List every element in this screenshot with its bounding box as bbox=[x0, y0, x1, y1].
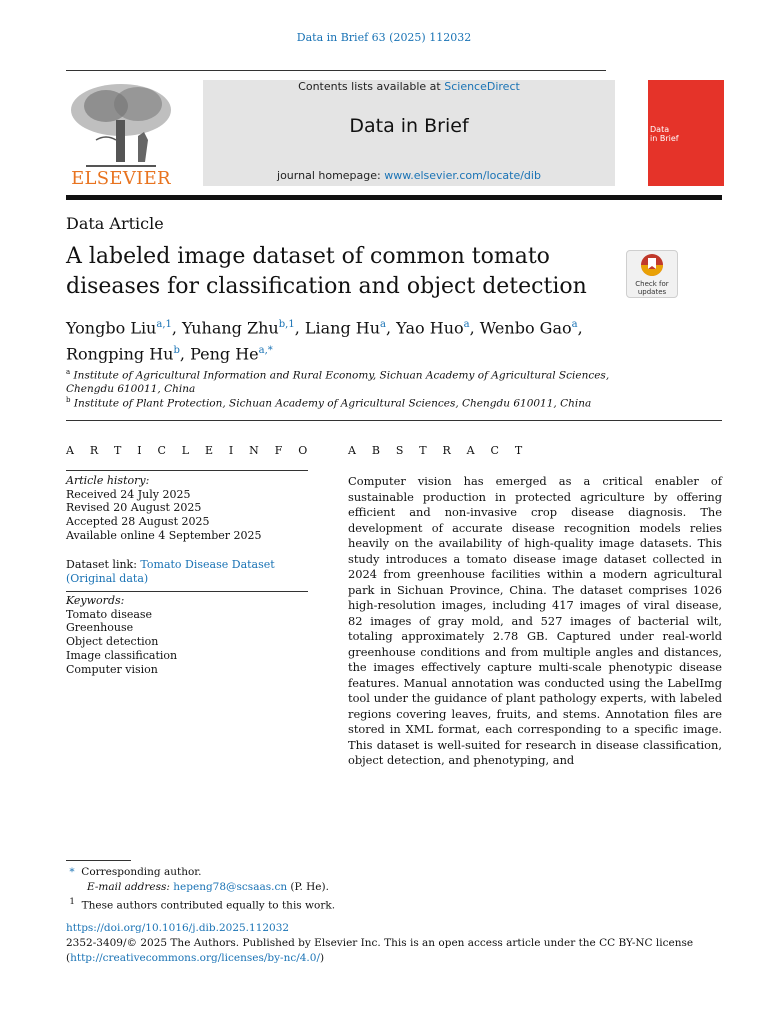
history-label: Article history: bbox=[66, 474, 150, 487]
author-name[interactable]: Yongbo Liu bbox=[66, 318, 157, 338]
corresponding-mark: * bbox=[69, 866, 75, 878]
affiliation-a-mark: a bbox=[66, 368, 71, 376]
article-type: Data Article bbox=[66, 214, 164, 233]
author-name[interactable]: Wenbo Gao bbox=[479, 318, 572, 338]
journal-name: Data in Brief bbox=[349, 115, 469, 137]
online-date: Available online 4 September 2025 bbox=[66, 528, 262, 542]
check-for-updates-label bbox=[626, 280, 678, 296]
author-separator: , bbox=[294, 318, 305, 338]
affiliation-marker[interactable]: a bbox=[571, 319, 578, 330]
corresponding-text: Corresponding author. bbox=[81, 866, 202, 878]
corresponding-author-note bbox=[66, 865, 626, 880]
keywords-block bbox=[66, 594, 306, 676]
cover-title-line-1: Data bbox=[650, 125, 670, 134]
accepted-date: Accepted 28 August 2025 bbox=[66, 515, 210, 529]
affiliation-b-text: Institute of Plant Protection, Sichuan Academy of Agricultural Sciences, Chengdu 610011, China bbox=[73, 397, 592, 410]
equal-text: These authors contributed equally to this work. bbox=[81, 899, 336, 912]
author-name[interactable]: Rongping Hu bbox=[66, 344, 174, 364]
article-info-rule bbox=[66, 470, 308, 471]
keywords-label: Keywords: bbox=[66, 594, 125, 607]
email-link[interactable]: hepeng78@scsaas.cn bbox=[173, 881, 288, 893]
cover-title-line-2: in Brief bbox=[650, 134, 679, 143]
cover-spine bbox=[638, 80, 648, 186]
affiliation-marker[interactable]: a bbox=[380, 319, 386, 330]
footnotes bbox=[66, 865, 626, 914]
affiliation-a-text: Institute of Agricultural Information and Rural Economy, Sichuan Academy of Agricultural Sciences, Chengdu 610011, China bbox=[66, 369, 610, 395]
homepage-link[interactable]: www.elsevier.com/locate/dib bbox=[384, 169, 541, 182]
article-history bbox=[66, 474, 306, 543]
footnote-rule bbox=[66, 860, 131, 861]
affiliation-a bbox=[66, 366, 656, 396]
doi-license-block bbox=[66, 921, 726, 966]
email-label: E-mail address: bbox=[87, 881, 174, 893]
cover-title bbox=[650, 125, 679, 143]
masthead-rule bbox=[66, 195, 722, 200]
license-link[interactable]: http://creativecommons.org/licenses/by-nc/4.0/ bbox=[70, 952, 320, 964]
keyword: Tomato disease bbox=[66, 607, 153, 621]
doi-link[interactable]: https://doi.org/10.1016/j.dib.2025.112032 bbox=[66, 922, 290, 934]
dataset-link-label: Dataset link: bbox=[66, 558, 141, 571]
revised-date: Revised 20 August 2025 bbox=[66, 501, 202, 515]
article-title: A labeled image dataset of common tomato diseases for classification and object detection bbox=[66, 244, 587, 299]
author-name[interactable]: Peng He bbox=[190, 344, 259, 364]
sciencedirect-link[interactable]: ScienceDirect bbox=[444, 80, 520, 93]
received-date: Received 24 July 2025 bbox=[66, 487, 191, 501]
dataset-link[interactable]: Tomato Disease Dataset (Original data) bbox=[66, 558, 275, 585]
affiliation-marker[interactable]: b bbox=[173, 345, 180, 357]
license-close-paren: ) bbox=[320, 952, 325, 964]
keyword: Computer vision bbox=[66, 662, 158, 676]
crossmark-icon bbox=[627, 251, 677, 281]
equal-contribution-note bbox=[66, 895, 626, 914]
author-name[interactable]: Yuhang Zhu bbox=[182, 318, 279, 338]
abstract-heading: A B S T R A C T bbox=[348, 444, 529, 457]
license-line: 2352-3409/© 2025 The Authors. Published by Elsevier Inc. This is an open access article under the CC BY-NC license bbox=[66, 937, 694, 949]
author-separator: , bbox=[179, 344, 191, 364]
affiliation-marker[interactable]: a,* bbox=[258, 345, 273, 357]
affiliation-b-mark: b bbox=[66, 396, 71, 404]
equal-mark: 1 bbox=[69, 897, 75, 907]
check-for-updates-line-1: Check for bbox=[635, 280, 669, 288]
email-suffix: (P. He). bbox=[287, 881, 329, 893]
author-name[interactable]: Yao Huo bbox=[396, 318, 464, 338]
keyword: Greenhouse bbox=[66, 621, 134, 635]
check-for-updates-line-2: updates bbox=[637, 288, 667, 296]
author-separator: , bbox=[386, 318, 397, 338]
homepage-prefix: journal homepage: bbox=[277, 169, 385, 182]
abstract-text: Computer vision has emerged as a critical enabler of sustainable production in protected agriculture by offering efficient and non-invasive crop disease diagnosis. The development of accurate disease recognition models relies heavily on the availability of high-quality image datasets. This study introduces a tomato disease image dataset collected in 2024 from greenhouse facilities within a modern agricultural park in Sichuan Province, China. The dataset comprises 1026 high-resolution images, including 417 images of viral disease, 82 images of gray mold, and 527 images of bacterial wilt, totaling approximately 2.78 GB. Captured under real-world greenhouse conditions and from multiple angles and distances, the images effectively capture multi-scale phenotypic disease features. Manual annotation was conducted using the LabelImg tool under the guidance of plant pathology experts, with labeled regions covering leaves, fruits, and stems. Annotation files are stored in XML format, each corresponding to a specific image. This dataset is well-suited for research in disease classification, object detection, and phenotyping, and bbox=[348, 474, 722, 767]
header-rule bbox=[66, 70, 606, 71]
keywords-rule bbox=[66, 591, 308, 592]
elsevier-wordmark: ELSEVIER bbox=[71, 168, 171, 189]
article-info-heading: A R T I C L E I N F O bbox=[66, 444, 314, 457]
affiliation-marker[interactable]: a bbox=[463, 319, 470, 330]
license-open-paren: ( bbox=[66, 952, 71, 964]
author-name[interactable]: Liang Hu bbox=[304, 318, 381, 338]
homepage-line bbox=[203, 169, 615, 182]
affiliation-marker[interactable]: b,1 bbox=[278, 319, 295, 330]
contents-prefix: Contents lists available at bbox=[298, 80, 445, 93]
affiliation-b bbox=[66, 394, 656, 411]
author-list bbox=[66, 313, 686, 366]
affiliation-marker[interactable]: a,1 bbox=[156, 319, 172, 330]
section-rule bbox=[66, 420, 722, 421]
journal-reference[interactable]: Data in Brief 63 (2025) 112032 bbox=[296, 31, 472, 44]
author-separator: , bbox=[577, 318, 583, 338]
author-separator: , bbox=[469, 318, 480, 338]
author-separator: , bbox=[171, 318, 183, 338]
contents-line bbox=[203, 80, 615, 93]
keyword: Object detection bbox=[66, 635, 159, 649]
dataset-link-block bbox=[66, 558, 306, 585]
email-note bbox=[66, 880, 626, 895]
keyword: Image classification bbox=[66, 648, 178, 662]
